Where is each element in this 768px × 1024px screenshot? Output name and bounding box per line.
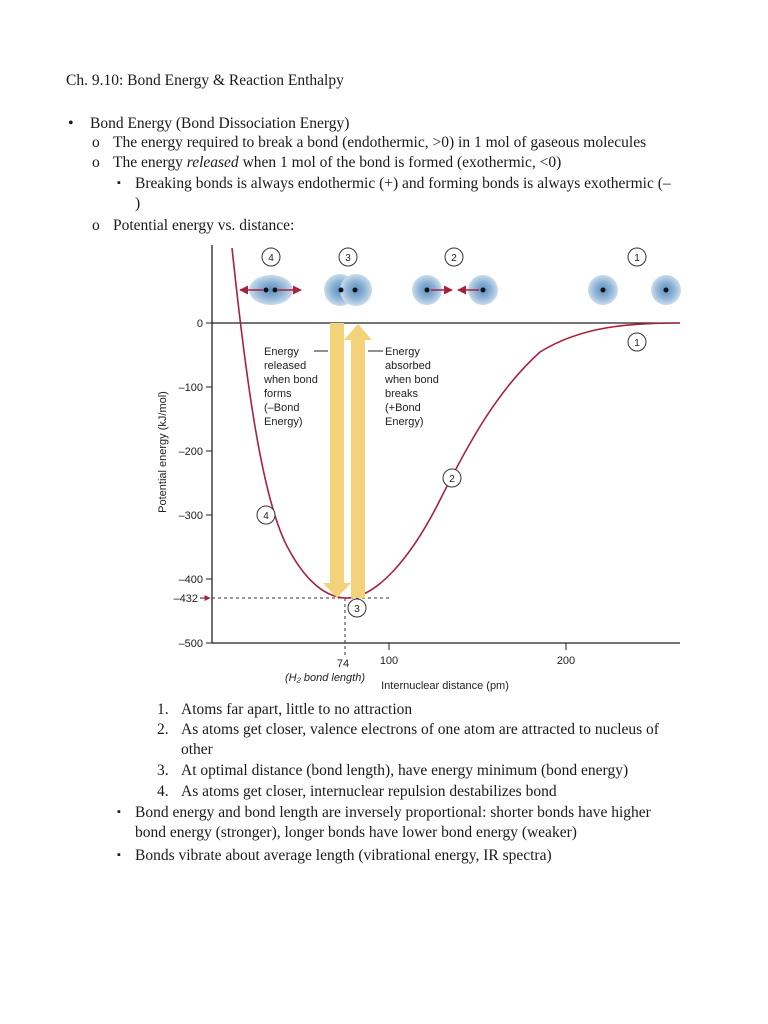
ytick-label: –200	[178, 446, 203, 458]
outline-sub-potential: Potential energy vs. distance:	[113, 217, 295, 234]
bullet-vibrate: Bonds vibrate about average length (vibrational energy, IR spectra)	[135, 847, 552, 864]
y-axis-title: Potential energy (kJ/mol)	[157, 391, 169, 513]
absorbed-line: absorbed	[385, 360, 431, 372]
x-axis-title: Internuclear distance (pm)	[381, 680, 509, 692]
released-line: when bond	[264, 374, 318, 386]
ytick-label: –100	[178, 382, 203, 394]
list-item: As atoms get closer, internuclear repulsion destabilizes bond	[181, 783, 557, 800]
list-item-continuation: other	[181, 741, 213, 758]
energy-absorbed-arrow	[344, 324, 372, 598]
circle-bullet: o	[92, 134, 100, 151]
ytick-label: –300	[178, 510, 203, 522]
atoms-stage-3	[324, 274, 372, 306]
x-ticks	[380, 643, 575, 667]
xtick-label: 100	[379, 655, 399, 667]
curve-marker-label: 1	[634, 338, 640, 349]
bond-length-value: 74	[336, 658, 350, 670]
released-line: forms	[264, 388, 292, 400]
absorbed-line: Energy	[385, 346, 420, 358]
absorbed-annotation	[384, 346, 439, 428]
outline-subsub-line2: )	[135, 195, 141, 212]
list-item: At optimal distance (bond length), have energy minimum (bond energy)	[181, 762, 629, 779]
absorbed-line: breaks	[385, 388, 419, 400]
atoms-stage-4	[240, 275, 301, 305]
ytick-label: 0	[196, 318, 203, 330]
square-bullet: ▪	[117, 806, 121, 818]
ytick-label: –400	[178, 574, 203, 586]
page-heading: Ch. 9.10: Bond Energy & Reaction Enthalpy	[66, 72, 344, 89]
released-pre: The energy	[113, 154, 187, 171]
circle-bullet: o	[92, 217, 100, 234]
released-annotation	[263, 346, 318, 428]
released-line: Energy	[264, 346, 299, 358]
square-bullet: ▪	[117, 849, 121, 861]
absorbed-line: (+Bond	[385, 402, 421, 414]
atoms-stage-2	[412, 275, 498, 305]
stage-marker-label: 2	[451, 253, 457, 264]
list-number: 4.	[157, 783, 169, 800]
list-item: As atoms get closer, valence electrons of one atom are attracted to nucleus of	[181, 721, 659, 738]
stage-marker-label: 3	[345, 253, 351, 264]
bullet-inverse-line1: Bond energy and bond length are inversely proportional: shorter bonds have higher	[135, 804, 651, 821]
circle-bullet: o	[92, 154, 100, 171]
bond-length-note: (H₂ bond length)	[284, 672, 366, 684]
curve-marker-label: 3	[354, 604, 360, 615]
released-emphasis: released	[186, 154, 239, 171]
released-line: Energy)	[264, 416, 303, 428]
curve-marker-label: 2	[449, 474, 455, 485]
released-line: released	[264, 360, 307, 372]
list-item: Atoms far apart, little to no attraction	[181, 701, 413, 718]
square-bullet: ▪	[117, 177, 121, 189]
stage-marker-label: 1	[634, 253, 640, 264]
released-post: when 1 mol of the bond is formed (exothermic, <0)	[238, 154, 562, 171]
list-number: 2.	[157, 721, 169, 738]
list-number: 3.	[157, 762, 169, 779]
released-line: (–Bond	[264, 402, 300, 414]
ytick-label: –500	[178, 638, 203, 650]
energy-released-arrow	[323, 323, 351, 598]
disc-bullet: •	[68, 115, 74, 132]
atoms-stage-1	[588, 275, 681, 305]
xtick-label: 200	[556, 655, 576, 667]
absorbed-line: when bond	[385, 374, 439, 386]
absorbed-line: Energy)	[385, 416, 424, 428]
min-energy-label: –432	[173, 593, 198, 605]
bullet-inverse-line2: bond energy (stronger), longer bonds have lower bond energy (weaker)	[135, 824, 577, 841]
outline-subsub-line1: Breaking bonds is always endothermic (+) and forming bonds is always exothermic (–	[135, 175, 671, 192]
list-number: 1.	[157, 701, 169, 718]
curve-marker-label: 4	[263, 511, 269, 522]
outline-sub-definition: The energy required to break a bond (endothermic, >0) in 1 mol of gaseous molecules	[113, 134, 647, 151]
stage-marker-label: 4	[268, 253, 274, 264]
outline-item-bond-energy: Bond Energy (Bond Dissociation Energy)	[90, 115, 350, 132]
